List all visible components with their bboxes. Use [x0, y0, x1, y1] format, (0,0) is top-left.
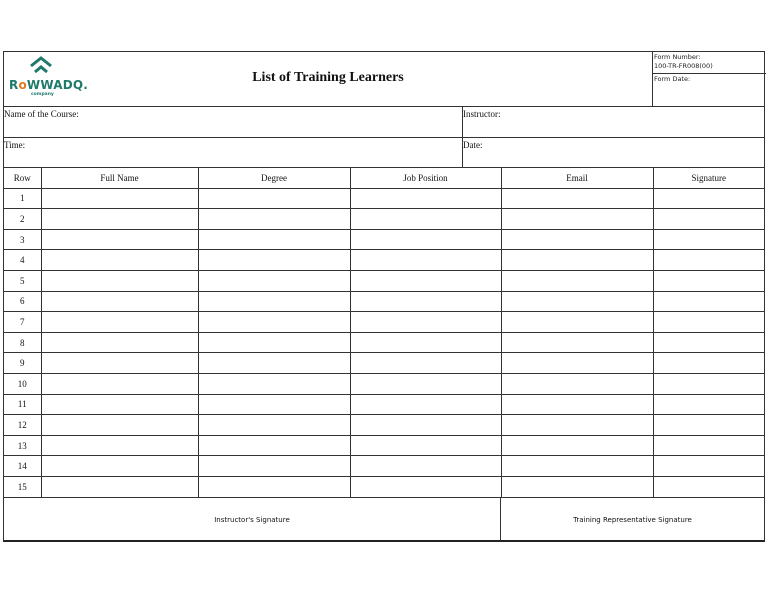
table-row: [4, 476, 764, 497]
form-number-label: Form Number:: [654, 53, 701, 61]
table-cell[interactable]: [198, 476, 350, 497]
table-cell[interactable]: [350, 373, 501, 394]
row-number: 6: [4, 291, 41, 312]
table-cell[interactable]: [41, 435, 198, 456]
table-cell[interactable]: [198, 435, 350, 456]
table-cell[interactable]: [41, 332, 198, 353]
table-cell[interactable]: [501, 476, 653, 497]
column-header: Degree: [198, 168, 350, 188]
table-cell[interactable]: [41, 312, 198, 333]
instructor-label: Instructor:: [463, 109, 501, 119]
table-cell[interactable]: [501, 456, 653, 477]
table-body: [4, 188, 764, 497]
table-cell[interactable]: [350, 353, 501, 374]
table-row: [4, 312, 764, 333]
table-row: [4, 394, 764, 415]
table-cell[interactable]: [501, 435, 653, 456]
table-row: [4, 188, 764, 209]
form-number-cell: [653, 52, 766, 74]
table-cell[interactable]: [41, 229, 198, 250]
table-cell[interactable]: [501, 415, 653, 436]
course-row: [4, 107, 764, 138]
table-cell[interactable]: [350, 312, 501, 333]
table-cell[interactable]: [653, 188, 764, 209]
table-header-row: [4, 168, 764, 188]
table-cell[interactable]: [198, 312, 350, 333]
time-row: [4, 138, 764, 168]
table-cell[interactable]: [41, 476, 198, 497]
learners-table: [4, 168, 764, 498]
table-cell[interactable]: [198, 250, 350, 271]
table-cell[interactable]: [198, 415, 350, 436]
logo-wordmark: RoWWADQ.: [9, 78, 89, 92]
table-cell[interactable]: [653, 291, 764, 312]
table-row: [4, 353, 764, 374]
table-row: [4, 415, 764, 436]
row-number: 11: [4, 394, 41, 415]
table-cell[interactable]: [41, 250, 198, 271]
row-number: 5: [4, 270, 41, 291]
table-cell[interactable]: [501, 291, 653, 312]
form-title: List of Training Learners: [252, 70, 404, 85]
table-cell[interactable]: [501, 394, 653, 415]
table-cell[interactable]: [198, 456, 350, 477]
table-cell[interactable]: [501, 353, 653, 374]
form-date-label: Form Date:: [654, 75, 691, 83]
column-header: Signature: [653, 168, 764, 188]
form-number-value: 100-TR-FR008(00): [654, 61, 713, 70]
table-cell[interactable]: [653, 312, 764, 333]
table-row: [4, 435, 764, 456]
table-cell[interactable]: [653, 456, 764, 477]
table-cell[interactable]: [501, 312, 653, 333]
column-header: Full Name: [41, 168, 198, 188]
table-cell[interactable]: [653, 229, 764, 250]
table-cell[interactable]: [198, 373, 350, 394]
table-cell[interactable]: [501, 250, 653, 271]
table-cell[interactable]: [41, 188, 198, 209]
time-label: Time:: [4, 140, 26, 150]
row-number: 13: [4, 435, 41, 456]
table-cell[interactable]: [198, 353, 350, 374]
table-cell[interactable]: [198, 209, 350, 230]
table-cell[interactable]: [350, 456, 501, 477]
form-meta: [652, 52, 766, 107]
table-cell[interactable]: [653, 373, 764, 394]
chevron-logo-icon: [29, 56, 53, 74]
row-number: 10: [4, 373, 41, 394]
table-cell[interactable]: [350, 188, 501, 209]
table-cell[interactable]: [653, 394, 764, 415]
table-cell[interactable]: [501, 373, 653, 394]
table-cell[interactable]: [350, 250, 501, 271]
table-cell[interactable]: [653, 415, 764, 436]
table-cell[interactable]: [198, 188, 350, 209]
form-header: [4, 52, 764, 107]
table-row: [4, 373, 764, 394]
column-header: Email: [501, 168, 653, 188]
training-learners-form: [3, 51, 765, 542]
table-cell[interactable]: [501, 188, 653, 209]
course-name-label: Name of the Course:: [4, 109, 79, 119]
representative-signature-cell[interactable]: [501, 498, 764, 541]
table-cell[interactable]: [653, 209, 764, 230]
row-number: 7: [4, 312, 41, 333]
table-cell[interactable]: [501, 229, 653, 250]
table-cell[interactable]: [41, 291, 198, 312]
column-header: Row: [4, 168, 41, 188]
row-number: 3: [4, 229, 41, 250]
table-cell[interactable]: [350, 415, 501, 436]
table-cell[interactable]: [350, 291, 501, 312]
row-number: 4: [4, 250, 41, 271]
company-logo: [9, 56, 89, 102]
table-row: [4, 332, 764, 353]
table-cell[interactable]: [198, 291, 350, 312]
table-row: [4, 250, 764, 271]
row-number: 15: [4, 476, 41, 497]
logo-subtitle: company: [31, 92, 54, 97]
table-row: [4, 291, 764, 312]
row-number: 12: [4, 415, 41, 436]
table-cell[interactable]: [198, 394, 350, 415]
instructor-signature-label: Instructor's Signature: [214, 515, 290, 524]
column-header: Job Position: [350, 168, 501, 188]
table-cell[interactable]: [653, 353, 764, 374]
table-row: [4, 229, 764, 250]
table-cell[interactable]: [653, 270, 764, 291]
table-cell[interactable]: [350, 270, 501, 291]
table-cell[interactable]: [41, 353, 198, 374]
table-cell[interactable]: [350, 476, 501, 497]
row-number: 9: [4, 353, 41, 374]
table-cell[interactable]: [198, 270, 350, 291]
table-cell[interactable]: [41, 394, 198, 415]
table-cell[interactable]: [41, 270, 198, 291]
row-number: 14: [4, 456, 41, 477]
row-number: 8: [4, 332, 41, 353]
table-cell[interactable]: [653, 332, 764, 353]
instructor-field[interactable]: [462, 107, 766, 137]
representative-signature-label: Training Representative Signature: [573, 515, 692, 524]
table-cell[interactable]: [198, 332, 350, 353]
table-cell[interactable]: [653, 476, 764, 497]
table-cell[interactable]: [350, 332, 501, 353]
table-cell[interactable]: [501, 332, 653, 353]
instructor-signature-cell[interactable]: [4, 498, 501, 541]
table-cell[interactable]: [653, 435, 764, 456]
table-cell[interactable]: [501, 209, 653, 230]
table-cell[interactable]: [41, 373, 198, 394]
table-cell[interactable]: [350, 229, 501, 250]
date-label: Date:: [463, 140, 483, 150]
table-cell[interactable]: [350, 435, 501, 456]
table-cell[interactable]: [198, 229, 350, 250]
date-field[interactable]: [462, 138, 766, 167]
table-row: [4, 209, 764, 230]
signature-row: [4, 498, 764, 541]
table-row: [4, 456, 764, 477]
row-number: 2: [4, 209, 41, 230]
table-cell[interactable]: [41, 415, 198, 436]
table-cell[interactable]: [41, 456, 198, 477]
table-cell[interactable]: [653, 250, 764, 271]
row-number: 1: [4, 188, 41, 209]
table-cell[interactable]: [41, 209, 198, 230]
table-row: [4, 270, 764, 291]
table-cell[interactable]: [350, 394, 501, 415]
table-cell[interactable]: [501, 270, 653, 291]
table-cell[interactable]: [350, 209, 501, 230]
